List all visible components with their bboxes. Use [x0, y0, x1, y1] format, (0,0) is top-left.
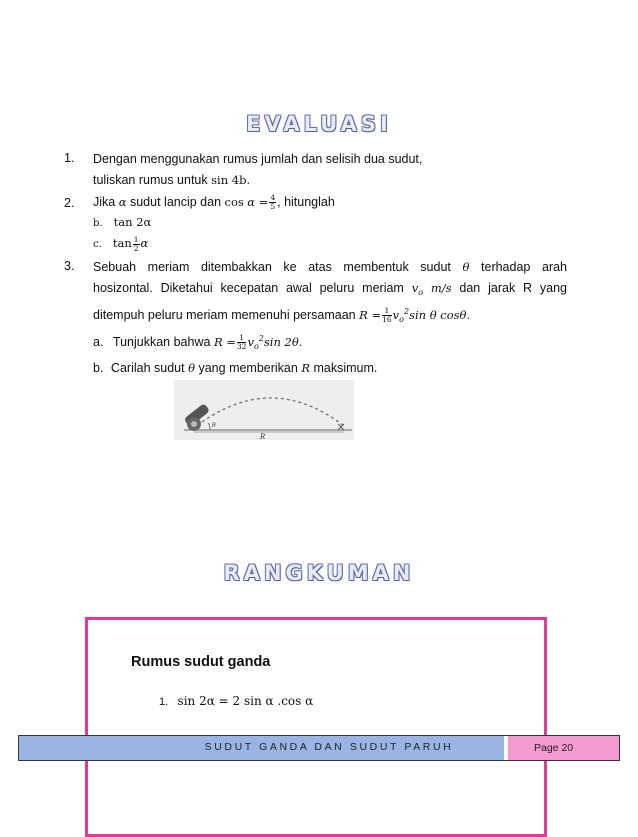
fraction-numerator: 1 — [237, 334, 247, 343]
question-2-line1 — [93, 194, 573, 211]
question-3-line3 — [93, 304, 567, 328]
summary-item — [159, 694, 313, 708]
question-2 — [93, 194, 573, 253]
summary-box — [85, 617, 547, 837]
part-label: c. — [93, 239, 102, 251]
question-number: 2. — [64, 196, 75, 210]
math-subscript: o — [399, 315, 404, 324]
angle-label: θ — [212, 422, 216, 429]
question-3-text: dan jarak R yang — [459, 281, 567, 295]
question-3-line1 — [93, 259, 567, 275]
evaluasi-heading: EVALUASI — [246, 112, 392, 136]
math-function: cos — [224, 195, 244, 209]
summary-item-number: 1. — [159, 696, 169, 708]
question-number: 3. — [64, 259, 75, 273]
question-number: 1. — [64, 151, 75, 165]
math-superscript: 2 — [403, 307, 410, 316]
page-number: Page 20 — [534, 742, 574, 754]
fraction — [382, 307, 392, 324]
fraction-denominator: 2 — [133, 243, 139, 253]
math-expression: sin 2θ. — [263, 335, 303, 349]
math-symbol: α — [140, 236, 149, 251]
question-3-text: Sebuah meriam ditembakkan ke atas membentuk sudut — [93, 260, 451, 274]
fraction-numerator: 4 — [270, 193, 276, 203]
math-symbol: v — [247, 335, 254, 349]
cannon-figure — [174, 380, 354, 440]
fraction-denominator: 16 — [382, 315, 392, 325]
math-unit: m/s — [430, 281, 452, 295]
fraction-denominator: 32 — [236, 342, 247, 352]
question-2-text: , hitunglah — [277, 195, 335, 209]
question-3-text: Carilah sudut — [110, 361, 185, 375]
footer-title: SUDUT GANDA DAN SUDUT PARUH — [204, 741, 454, 753]
range-label: R — [260, 433, 266, 440]
question-3-part-b — [93, 360, 567, 376]
question-1-line2 — [93, 172, 573, 188]
question-3 — [93, 259, 567, 376]
fraction-denominator: 5 — [270, 202, 276, 212]
math-superscript: 2 — [258, 334, 264, 343]
summary-title: Rumus sudut ganda — [131, 654, 271, 670]
math-subscript: o — [253, 342, 259, 351]
math-symbol: R = — [359, 308, 382, 322]
question-3-text: yang memberikan — [198, 361, 298, 375]
question-3-text: ditempuh peluru meriam memenuhi persamaan — [93, 308, 356, 322]
question-3-part-a — [93, 331, 567, 355]
fraction — [237, 334, 247, 351]
question-1 — [93, 151, 573, 188]
math-function: tan — [112, 236, 132, 251]
part-label: b. — [93, 218, 103, 230]
fraction — [269, 194, 276, 211]
question-2-text: Jika — [93, 195, 116, 209]
math-symbol: α — [118, 195, 127, 209]
question-2-part-b — [93, 214, 573, 232]
math-symbol: θ — [188, 361, 195, 375]
question-3-text: Tunjukkan bahwa — [112, 335, 211, 349]
question-3-text: maksimum. — [313, 361, 378, 375]
math-symbol: R — [301, 361, 310, 375]
question-3-text: hosizontal. Diketahui kecepatan awal peluru meriam — [93, 281, 404, 295]
math-expression: tan 2α — [113, 215, 152, 230]
part-label: a. — [93, 335, 104, 349]
math-subscript: o — [418, 288, 424, 297]
rangkuman-heading: RANGKUMAN — [223, 561, 415, 585]
fraction-numerator: 1 — [382, 307, 392, 316]
question-1-line1: Dengan menggunakan rumus jumlah dan selisih dua sudut, — [93, 152, 423, 166]
fraction-numerator: 1 — [133, 234, 139, 244]
math-symbol: v — [392, 308, 400, 322]
question-2-part-c — [93, 235, 573, 253]
question-1-text: tuliskan rumus untuk — [93, 173, 208, 187]
math-symbol: R = — [213, 335, 236, 349]
math-symbol: θ — [462, 260, 470, 274]
math-expression: sin 4b. — [211, 173, 251, 187]
question-3-text: terhadap arah — [481, 260, 567, 274]
math-symbol: α = — [247, 195, 269, 209]
question-2-text: sudut lancip dan — [129, 195, 222, 209]
math-expression: sin θ cosθ. — [409, 308, 471, 322]
page-footer — [18, 735, 620, 761]
cannon-projectile-diagram — [174, 380, 354, 440]
fraction — [133, 236, 140, 253]
part-label: b. — [93, 361, 104, 375]
math-symbol: v — [411, 281, 419, 295]
summary-formula: sin 2α = 2 sin α .cos α — [177, 694, 314, 708]
question-3-line2 — [93, 280, 567, 301]
